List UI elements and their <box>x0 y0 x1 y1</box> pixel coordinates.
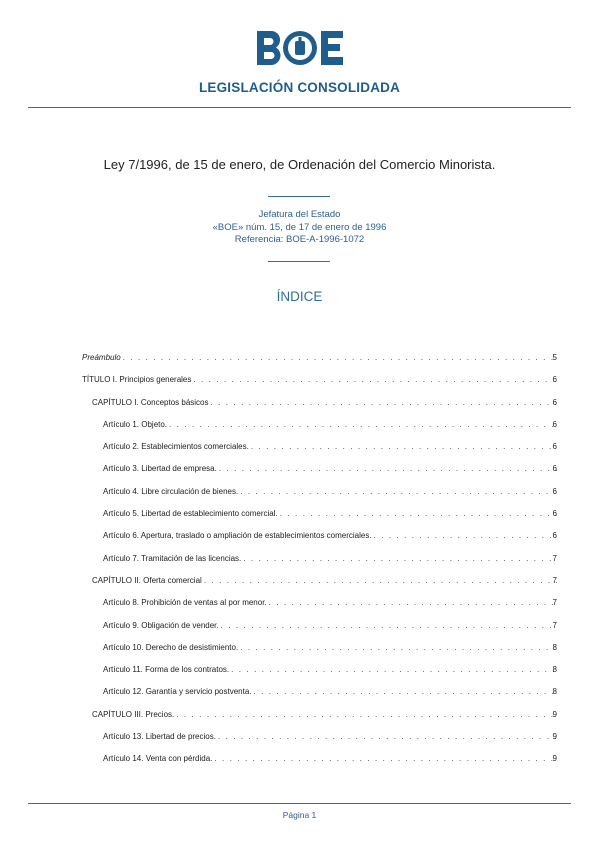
toc-page: 8 <box>552 687 557 697</box>
toc-label: Artículo 3. Libertad de empresa. <box>103 464 217 474</box>
toc-page: 9 <box>552 754 557 764</box>
toc-page: 7 <box>552 575 557 585</box>
toc-page: 9 <box>552 709 557 719</box>
toc-entry-articulo-11[interactable] <box>82 665 557 687</box>
toc-label: CAPÍTULO II. Oferta comercial <box>92 575 202 585</box>
toc-leader <box>251 442 557 451</box>
toc-page: 6 <box>552 464 557 474</box>
toc-entry-articulo-13[interactable] <box>82 732 557 754</box>
toc-entry-articulo-2[interactable] <box>82 442 557 464</box>
toc-page: 6 <box>552 419 557 429</box>
toc-page: 7 <box>552 598 557 608</box>
toc-label: Preámbulo <box>82 353 121 362</box>
toc-entry-articulo-4[interactable] <box>82 487 557 509</box>
toc-leader <box>231 665 557 674</box>
toc-leader <box>123 353 557 362</box>
toc-label: Artículo 10. Derecho de desistimiento. <box>103 642 239 652</box>
toc-leader <box>280 509 557 518</box>
toc-label: Artículo 4. Libre circulación de bienes. <box>103 486 239 496</box>
toc-entry-preambulo[interactable] <box>82 353 557 375</box>
table-of-contents <box>82 353 557 777</box>
toc-label: Artículo 11. Forma de los contratos. <box>103 665 230 675</box>
toc-page: 9 <box>552 732 557 742</box>
issuer-text: Jefatura del Estado <box>258 209 341 220</box>
footer-divider <box>28 803 571 804</box>
toc-label: Artículo 13. Libertad de precios. <box>103 732 216 742</box>
toc-label: CAPÍTULO I. Conceptos básicos <box>92 397 209 407</box>
boe-logo <box>0 28 599 73</box>
toc-page: 8 <box>552 642 557 652</box>
toc-label: Artículo 12. Garantía y servicio postventa. <box>103 687 252 697</box>
toc-page: 5 <box>552 353 557 362</box>
toc-entry-articulo-9[interactable] <box>82 621 557 643</box>
document-title: Ley 7/1996, de 15 de enero, de Ordenación del Comercio Minorista. <box>103 157 496 172</box>
toc-leader <box>193 375 557 384</box>
toc-leader <box>254 687 557 696</box>
toc-label: Artículo 7. Tramitación de las licencias. <box>103 553 242 563</box>
toc-page: 8 <box>552 665 557 675</box>
toc-entry-capitulo-2[interactable] <box>82 576 557 598</box>
boe-logo-icon <box>255 28 345 68</box>
title-divider-top <box>268 196 330 197</box>
toc-label: Artículo 9. Obligación de vender. <box>103 620 219 630</box>
toc-leader <box>269 598 557 607</box>
page-number: Página 1 <box>282 810 317 820</box>
document-metadata <box>0 209 599 247</box>
toc-page: 7 <box>552 620 557 630</box>
toc-entry-capitulo-1[interactable] <box>82 398 557 420</box>
toc-entry-articulo-7[interactable] <box>82 554 557 576</box>
title-divider-bottom <box>268 261 330 262</box>
toc-label: TÍTULO I. Principios generales <box>82 375 192 385</box>
toc-entry-articulo-3[interactable] <box>82 464 557 486</box>
toc-leader <box>204 576 557 585</box>
toc-entry-articulo-1[interactable] <box>82 420 557 442</box>
toc-leader <box>243 554 557 563</box>
toc-label: Artículo 2. Establecimientos comerciales. <box>103 442 249 452</box>
toc-entry-articulo-14[interactable] <box>82 754 557 776</box>
toc-leader <box>169 420 557 429</box>
reference-text: Referencia: BOE-A-1996-1072 <box>234 234 365 245</box>
toc-leader <box>374 531 557 540</box>
toc-page: 6 <box>552 442 557 452</box>
toc-label: CAPÍTULO III. Precios. <box>92 709 175 719</box>
toc-page: 6 <box>552 531 557 541</box>
toc-label: Artículo 8. Prohibición de ventas al por menor. <box>103 598 267 608</box>
toc-label: Artículo 14. Venta con pérdida. <box>103 754 213 764</box>
brand-title: LEGISLACIÓN CONSOLIDADA <box>198 80 401 95</box>
toc-entry-articulo-5[interactable] <box>82 509 557 531</box>
toc-page: 6 <box>552 375 557 385</box>
toc-leader <box>219 464 557 473</box>
toc-label: Artículo 5. Libertad de establecimiento comercial. <box>103 509 278 519</box>
toc-entry-articulo-6[interactable] <box>82 531 557 553</box>
toc-entry-articulo-10[interactable] <box>82 643 557 665</box>
toc-leader <box>211 398 558 407</box>
toc-entry-articulo-12[interactable] <box>82 687 557 709</box>
toc-page: 6 <box>552 509 557 519</box>
toc-page: 6 <box>552 486 557 496</box>
toc-leader <box>218 732 557 741</box>
toc-page: 7 <box>552 553 557 563</box>
toc-leader <box>240 643 557 652</box>
toc-page: 6 <box>552 397 557 407</box>
toc-leader <box>240 487 557 496</box>
toc-entry-articulo-8[interactable] <box>82 598 557 620</box>
toc-entry-titulo-1[interactable] <box>82 375 557 397</box>
index-title: ÍNDICE <box>276 289 323 304</box>
publication-text: «BOE» núm. 15, de 17 de enero de 1996 <box>212 221 387 233</box>
header-divider <box>28 107 571 108</box>
toc-entry-capitulo-3[interactable] <box>82 710 557 732</box>
toc-leader <box>176 710 557 719</box>
toc-leader <box>221 621 557 630</box>
toc-leader <box>214 754 557 763</box>
toc-label: Artículo 6. Apertura, traslado o ampliación de establecimientos comerciales. <box>103 531 372 541</box>
toc-label: Artículo 1. Objeto. <box>103 419 168 429</box>
